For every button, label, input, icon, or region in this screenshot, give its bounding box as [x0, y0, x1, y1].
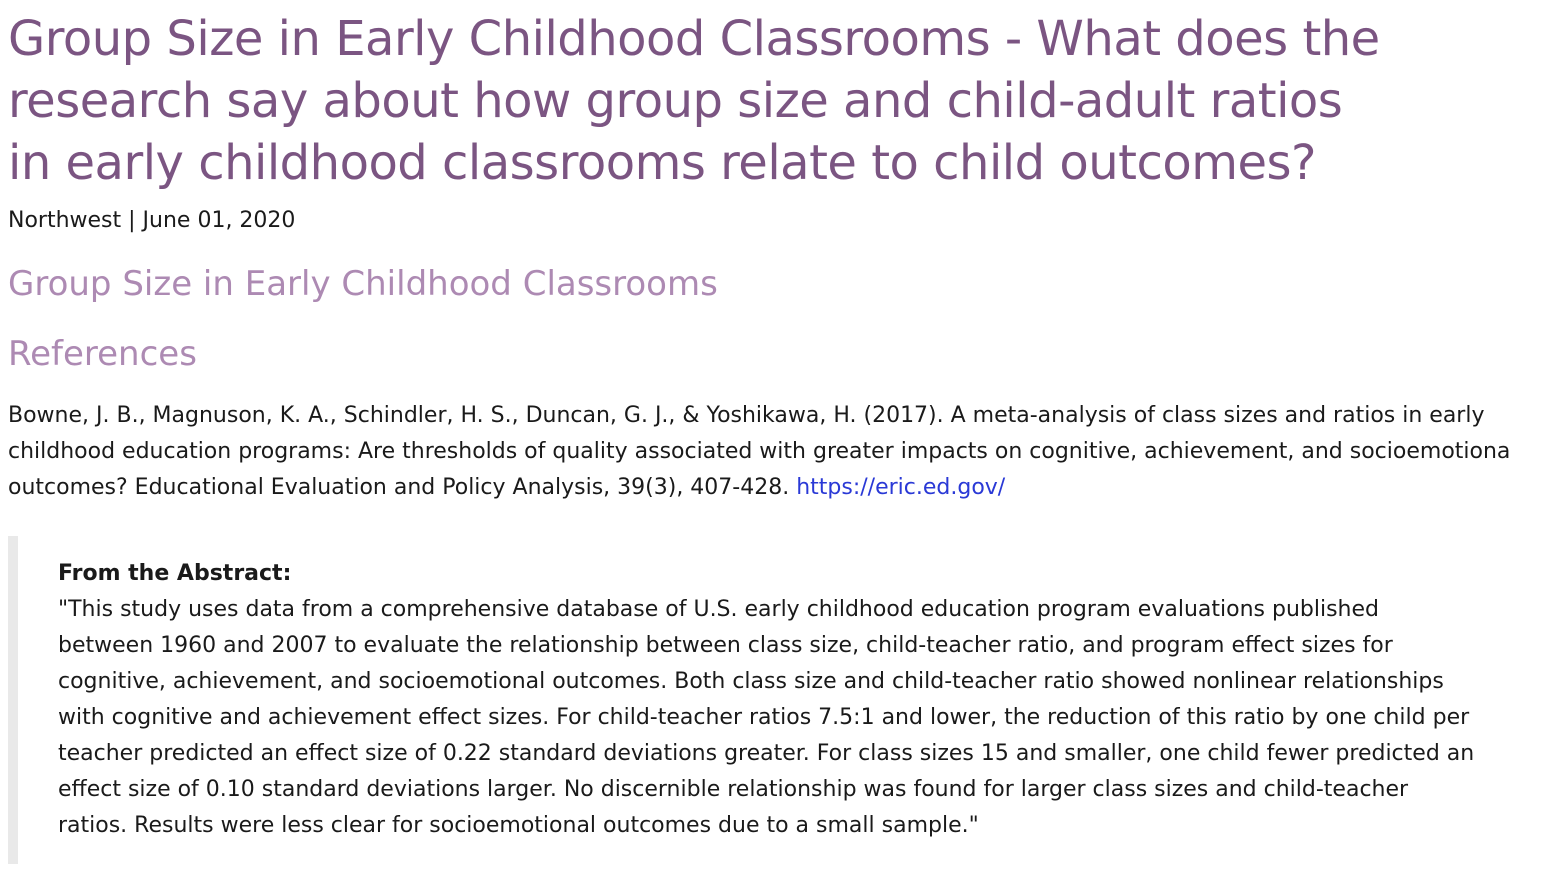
article-page [8, 0, 1542, 838]
abstract-content [58, 556, 1474, 844]
page-title-line: Group Size in Early Childhood Classrooms - What does the [8, 11, 1380, 67]
page-title-line: research say about how group size and child-adult ratios [8, 73, 1343, 129]
reference-line: Bowne, J. B., Magnuson, K. A., Schindler, H. S., Duncan, G. J., & Yoshikawa, H. (2017). A meta-analysis of class sizes and ratios in early [8, 403, 1485, 428]
article-meta: Northwest | June 01, 2020 [8, 208, 296, 233]
abstract-line: cognitive, achievement, and socioemotional outcomes. Both class size and child-teacher ratio showed nonlinear relationships [58, 669, 1444, 694]
abstract-line: effect size of 0.10 standard deviations larger. No discernible relationship was found for larger class sizes and child-teacher [58, 777, 1409, 802]
reference-line: childhood education programs: Are thresholds of quality associated with greater impacts on cognitive, achievement, and socioemotiona [8, 439, 1511, 464]
abstract-text [58, 592, 1474, 844]
reference-line-last [8, 470, 1542, 506]
page-title [8, 0, 1542, 194]
abstract-line: "This study uses data from a comprehensive database of U.S. early childhood education program evaluations published [58, 597, 1379, 622]
abstract-line: between 1960 and 2007 to evaluate the relationship between class size, child-teacher ratio, and program effect sizes for [58, 633, 1393, 658]
reference-line-text: outcomes? Educational Evaluation and Policy Analysis, 39(3), 407-428. [8, 475, 797, 500]
page-title-line: in early childhood classrooms relate to child outcomes? [8, 135, 1316, 191]
references-heading: References [8, 334, 197, 374]
abstract-label: From the Abstract: [58, 561, 292, 586]
abstract-line: ratios. Results were less clear for socioemotional outcomes due to a small sample." [58, 813, 979, 838]
reference-citation [8, 398, 1542, 506]
abstract-line: teacher predicted an effect size of 0.22 standard deviations greater. For class sizes 15 and smaller, one child fewer predicted an [58, 741, 1475, 766]
abstract-blockquote [8, 536, 1542, 864]
reference-link[interactable]: https://eric.ed.gov/ [796, 475, 1006, 500]
section-heading: Group Size in Early Childhood Classrooms [8, 264, 718, 304]
abstract-line: with cognitive and achievement effect sizes. For child-teacher ratios 7.5:1 and lower, the reduction of this ratio by one child per [58, 705, 1470, 730]
